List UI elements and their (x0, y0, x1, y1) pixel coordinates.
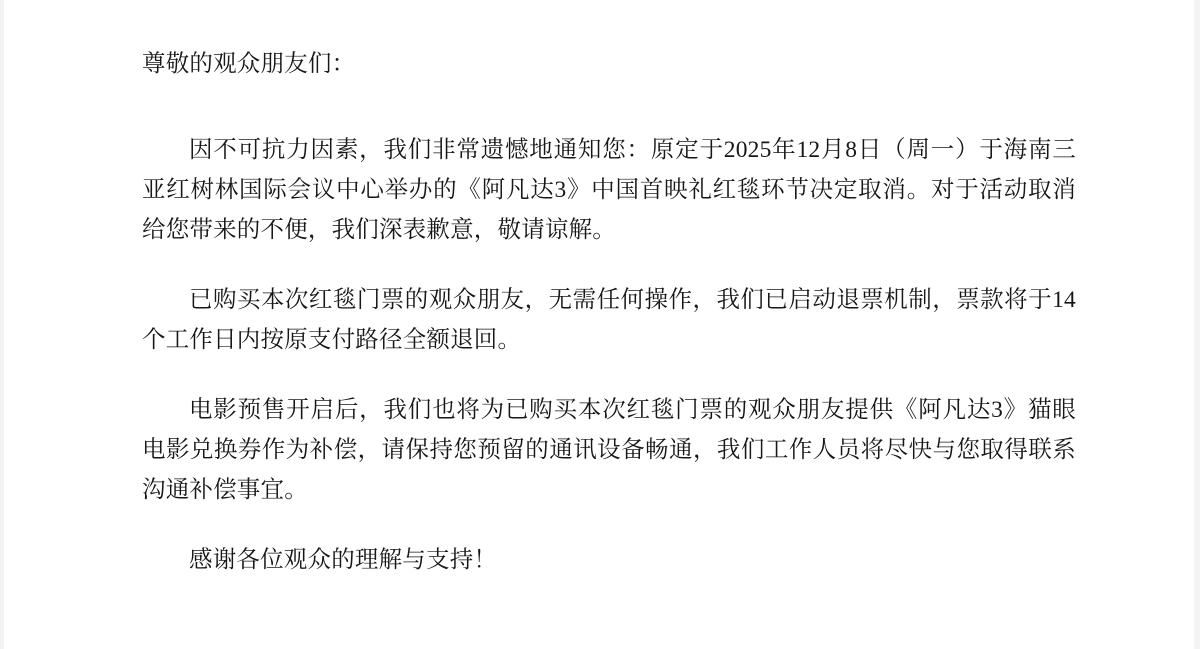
salutation: 尊敬的观众朋友们： (142, 51, 356, 77)
paragraph-cancellation: 因不可抗力因素，我们非常遗憾地通知您：原定于2025年12月8日（周一）于海南三亚红树林国际会议中心举办的《阿凡达3》中国首映礼红毯环节决定取消。对于活动取消给您带来的不便，我们深表歉意，敬请谅解。 (142, 137, 1076, 243)
paragraph-refund: 已购买本次红毯门票的观众朋友，无需任何操作，我们已启动退票机制，票款将于14个工作日内按原支付路径全额退回。 (142, 287, 1076, 353)
notice-body (142, 44, 1076, 580)
page-left-edge (0, 0, 4, 649)
paragraph-thanks: 感谢各位观众的理解与支持！ (189, 547, 498, 573)
paragraph-compensation: 电影预售开启后，我们也将为已购买本次红毯门票的观众朋友提供《阿凡达3》猫眼电影兑换券作为补偿，请保持您预留的通讯设备畅通，我们工作人员将尽快与您取得联系沟通补偿事宜。 (142, 397, 1076, 503)
page-right-edge (1194, 0, 1200, 649)
